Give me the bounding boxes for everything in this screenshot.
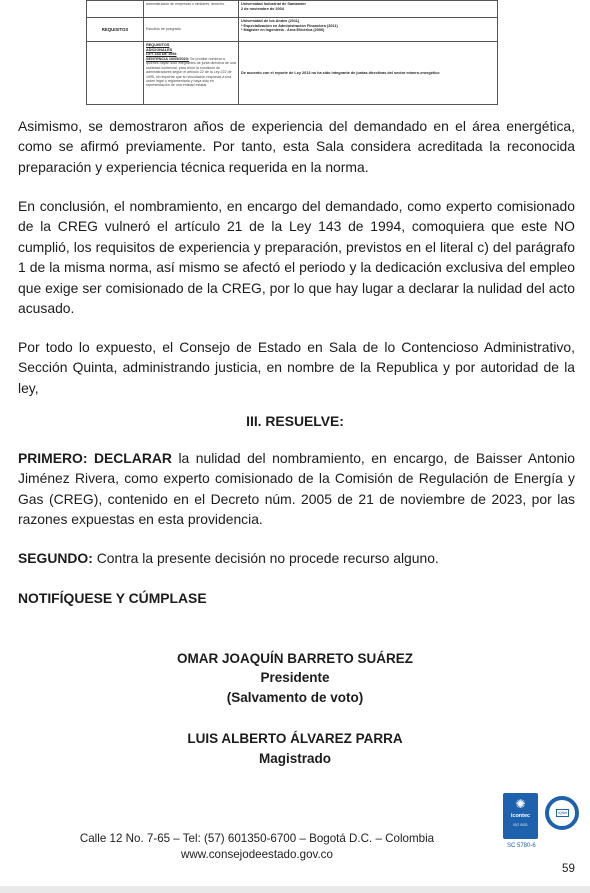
table-text: ADICIONALES — [146, 47, 173, 52]
table-text: * Magister en Ingeniería - Área Eléctrica (2006) — [241, 28, 325, 33]
segundo-text: Contra la presente decisión no procede recurso alguno. — [92, 550, 439, 566]
paragraph-3: Por todo lo expuesto, el Consejo de Estado en Sala de lo Contencioso Administrativo, Sección Quinta, administrando justicia, en nombre de la Republica y por autoridad de la ley, — [18, 339, 575, 396]
table-text: SENTENCIA 10/05/2023: — [146, 56, 190, 61]
footer-address: Calle 12 No. 7-65 – Tel: (57) 601350-6700 – Bogotá D.C. – Colombia — [79, 832, 435, 845]
table-cell — [87, 1, 144, 18]
notify-heading: NOTIFÍQUESE Y CÚMPLASE — [18, 590, 207, 606]
paragraph-1: Asimismo, se demostraron años de experiencia del demandado en el área energética, como se afirmó previamente. Por tanto, esta Sala considera acreditada la reconocida preparación y experiencia técnica requerida en la norma. — [18, 118, 575, 175]
table-text: REQUISITOS — [146, 43, 170, 47]
segundo-label: SEGUNDO: — [18, 550, 93, 566]
table-cell: De acuerdo con el reporte de Ley 2013 no ha sido integrante de juntas directivas del sector minero-energético — [239, 42, 498, 105]
table-text: LEY 143 DE 1994 — [146, 52, 177, 57]
page-bottom-edge — [0, 886, 590, 893]
signatory-1-name: OMAR JOAQUÍN BARRETO SUÁREZ — [176, 651, 413, 666]
table-cell — [87, 42, 144, 105]
signatory-1-note: (Salvamento de voto) — [226, 690, 364, 705]
table-cell: administración de empresas o similares, derecho. — [144, 1, 239, 18]
table-text: 2 de noviembre de 2004 — [241, 6, 284, 11]
table-text: Se prohibe nombrar a quienes hayan sido integrantes de junta directiva de una sociedad comercial, para tener la condición de administradores según el artículo 22 de la Ley 222 de 1995, sin importar que su vinculación responda a una orden legal o reglamentaria y haya sido en representación de una entidad estatal. — [146, 56, 236, 88]
signatory-1-role: Presidente — [260, 670, 330, 685]
icontec-wordmark: icontec — [510, 813, 531, 819]
table-text — [146, 57, 236, 88]
requirements-table — [86, 0, 498, 105]
certificate-code: SC 5780-6 — [507, 843, 536, 849]
primero-text: la nulidad del nombramiento, en encargo, de Baisser Antonio Jiménez Rivera, como experto comisionado de la Comisión de Regulación de Energía y Gas (CREG), contenido en el Decreto núm. 2005 de 21 de noviembre de 2023, por las razones expuestas en esta providencia. — [18, 450, 575, 528]
table-text: Universidad de los Andes (2011) — [241, 19, 300, 23]
table-row-label: REQUISITOS — [87, 18, 144, 42]
table-text: Universidad Industrial de Santander — [241, 2, 306, 6]
table-cell — [239, 1, 498, 18]
signatory-2-name: LUIS ALBERTO ÁLVAREZ PARRA — [187, 731, 403, 746]
page-number: 59 — [562, 862, 575, 875]
segundo-paragraph — [18, 548, 575, 568]
resuelve-heading: III. RESUELVE: — [246, 413, 344, 429]
table-cell: Estudios de posgrado — [144, 18, 239, 42]
primero-paragraph — [18, 448, 575, 530]
iqnet-logo — [545, 796, 579, 830]
table-cell — [239, 18, 498, 42]
iqnet-mark: IQNet — [557, 811, 568, 815]
primero-label: PRIMERO: DECLARAR — [18, 450, 172, 466]
footer-website[interactable]: www.consejodeestado.gov.co — [181, 848, 333, 861]
table-cell — [144, 42, 239, 105]
paragraph-2: En conclusión, el nombramiento, en encargo del demandado, como experto comisionado de la CREG vulneró el artículo 21 de la Ley 143 de 1994, comoquiera que este NO cumplió, los requisitos de experiencia y preparación, previstos en el literal c) del parágrafo 1 de la misma norma, así mismo se afectó el periodo y la dedicación exclusiva del empleo que exige ser comisionado de la CREG, por lo que hay lugar a declarar la nulidad del acto acusado. — [18, 198, 575, 317]
iso-mark: ISO 9001 — [513, 823, 528, 827]
gear-icon: ✺ — [515, 797, 526, 811]
signatory-2-role: Magistrado — [258, 751, 331, 766]
table-text: * Especialización en Administración Financiera (2011) — [241, 23, 338, 28]
